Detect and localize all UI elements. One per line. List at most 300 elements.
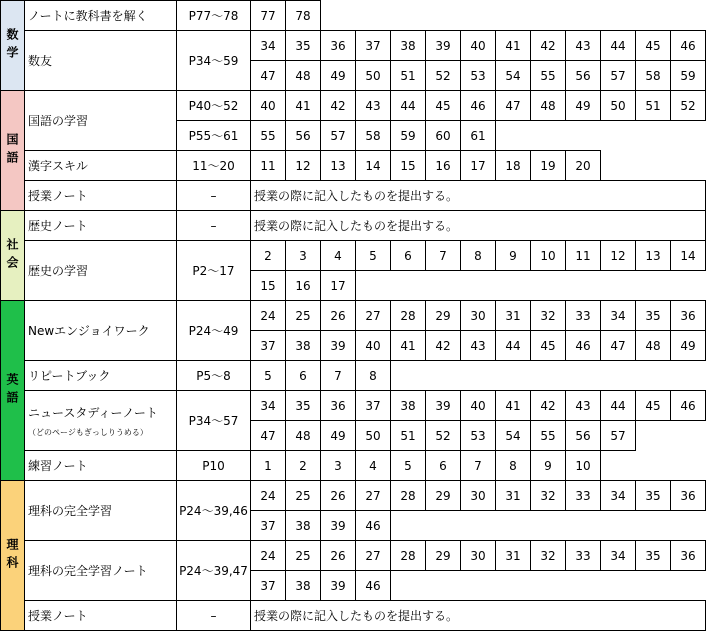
page-number-cell: 1 bbox=[251, 451, 286, 481]
page-number-cell: 13 bbox=[636, 241, 671, 271]
item-name-cell bbox=[25, 151, 177, 181]
page-number-cell: 50 bbox=[356, 61, 391, 91]
page-number-cell: 31 bbox=[496, 541, 531, 571]
empty-cell bbox=[566, 271, 601, 301]
empty-cell bbox=[496, 271, 531, 301]
page-number-cell: 57 bbox=[321, 121, 356, 151]
item-name-cell bbox=[25, 91, 177, 151]
empty-cell bbox=[601, 451, 636, 481]
page-number-cell: 51 bbox=[636, 91, 671, 121]
page-number-cell: 34 bbox=[601, 541, 636, 571]
page-number-cell: 42 bbox=[321, 91, 356, 121]
empty-cell bbox=[601, 571, 636, 601]
empty-cell bbox=[356, 1, 391, 31]
page-number-cell: 56 bbox=[566, 61, 601, 91]
page-number-cell: 40 bbox=[461, 391, 496, 421]
page-number-cell: 16 bbox=[286, 271, 321, 301]
page-number-cell: 46 bbox=[671, 31, 706, 61]
page-number-cell: 9 bbox=[531, 451, 566, 481]
item-name-cell bbox=[25, 31, 177, 91]
page-number-cell: 35 bbox=[636, 301, 671, 331]
page-number-cell: 37 bbox=[251, 571, 286, 601]
page-number-cell: 45 bbox=[636, 391, 671, 421]
table-row bbox=[1, 31, 706, 61]
page-number-cell: 48 bbox=[531, 91, 566, 121]
page-range-cell: P34〜57 bbox=[177, 391, 251, 451]
item-name: 理科の完全学習ノート bbox=[28, 564, 148, 578]
page-number-cell: 27 bbox=[356, 301, 391, 331]
page-number-cell: 8 bbox=[461, 241, 496, 271]
page-number-cell: 14 bbox=[671, 241, 706, 271]
page-number-cell: 35 bbox=[636, 541, 671, 571]
page-number-cell: 51 bbox=[391, 421, 426, 451]
page-range-cell: P34〜59 bbox=[177, 31, 251, 91]
item-name-cell bbox=[25, 181, 177, 211]
empty-cell bbox=[566, 121, 601, 151]
page-number-cell: 52 bbox=[426, 61, 461, 91]
page-number-cell: 58 bbox=[356, 121, 391, 151]
item-name: ノートに教科書を解く bbox=[28, 9, 148, 23]
empty-cell bbox=[391, 271, 426, 301]
item-name: 理科の完全学習 bbox=[28, 504, 113, 518]
page-number-cell: 8 bbox=[496, 451, 531, 481]
page-range-cell: P55〜61 bbox=[177, 121, 251, 151]
empty-cell bbox=[566, 571, 601, 601]
empty-cell bbox=[566, 1, 601, 31]
empty-cell bbox=[461, 511, 496, 541]
page-range-cell: – bbox=[177, 181, 251, 211]
empty-cell bbox=[601, 1, 636, 31]
empty-cell bbox=[496, 571, 531, 601]
page-number-cell: 41 bbox=[496, 31, 531, 61]
page-number-cell: 12 bbox=[286, 151, 321, 181]
page-number-cell: 55 bbox=[531, 61, 566, 91]
page-number-cell: 4 bbox=[321, 241, 356, 271]
empty-cell bbox=[636, 151, 671, 181]
empty-cell bbox=[636, 511, 671, 541]
empty-cell bbox=[636, 451, 671, 481]
page-number-cell: 26 bbox=[321, 481, 356, 511]
empty-cell bbox=[636, 421, 671, 451]
empty-cell bbox=[426, 271, 461, 301]
page-number-cell: 36 bbox=[671, 481, 706, 511]
empty-cell bbox=[601, 511, 636, 541]
page-number-cell: 32 bbox=[531, 301, 566, 331]
page-number-cell: 39 bbox=[426, 391, 461, 421]
item-name: 国語の学習 bbox=[28, 114, 89, 128]
item-name: 漢字スキル bbox=[28, 159, 88, 173]
page-range-cell: P77〜78 bbox=[177, 1, 251, 31]
page-number-cell: 38 bbox=[286, 331, 321, 361]
page-number-cell: 36 bbox=[671, 301, 706, 331]
page-number-cell: 30 bbox=[461, 301, 496, 331]
empty-cell bbox=[391, 1, 426, 31]
page-number-cell: 47 bbox=[601, 331, 636, 361]
page-number-cell: 5 bbox=[356, 241, 391, 271]
empty-cell bbox=[671, 451, 706, 481]
page-number-cell: 54 bbox=[496, 61, 531, 91]
page-number-cell: 37 bbox=[251, 331, 286, 361]
table-row bbox=[1, 181, 706, 211]
item-sub-note: （どのページもぎっしりうめる） bbox=[28, 427, 148, 437]
page-range-cell: P24〜39,47 bbox=[177, 541, 251, 601]
page-number-cell: 37 bbox=[356, 31, 391, 61]
empty-cell bbox=[566, 361, 601, 391]
item-name-cell bbox=[25, 1, 177, 31]
page-number-cell: 46 bbox=[356, 511, 391, 541]
empty-cell bbox=[426, 511, 461, 541]
table-row bbox=[1, 541, 706, 571]
empty-cell bbox=[461, 271, 496, 301]
page-range-cell: P2〜17 bbox=[177, 241, 251, 301]
page-number-cell: 60 bbox=[426, 121, 461, 151]
page-number-cell: 35 bbox=[286, 31, 321, 61]
page-number-cell: 35 bbox=[636, 481, 671, 511]
page-number-cell: 77 bbox=[251, 1, 286, 31]
page-number-cell: 11 bbox=[251, 151, 286, 181]
page-number-cell: 57 bbox=[601, 61, 636, 91]
page-number-cell: 27 bbox=[356, 541, 391, 571]
empty-cell bbox=[671, 421, 706, 451]
note-cell: 授業の際に記入したものを提出する。 bbox=[251, 601, 706, 631]
page-number-cell: 33 bbox=[566, 301, 601, 331]
subject-cell: 国語 bbox=[1, 91, 25, 211]
empty-cell bbox=[391, 511, 426, 541]
empty-cell bbox=[531, 511, 566, 541]
page-number-cell: 13 bbox=[321, 151, 356, 181]
item-name-cell bbox=[25, 481, 177, 541]
page-number-cell: 44 bbox=[391, 91, 426, 121]
page-number-cell: 25 bbox=[286, 481, 321, 511]
page-number-cell: 52 bbox=[426, 421, 461, 451]
page-number-cell: 45 bbox=[426, 91, 461, 121]
empty-cell bbox=[461, 1, 496, 31]
item-name: Newエンジョイワーク bbox=[28, 324, 150, 338]
page-number-cell: 43 bbox=[461, 331, 496, 361]
page-number-cell: 48 bbox=[286, 61, 321, 91]
table-row bbox=[1, 301, 706, 331]
empty-cell bbox=[356, 271, 391, 301]
note-cell: 授業の際に記入したものを提出する。 bbox=[251, 181, 706, 211]
page-number-cell: 46 bbox=[356, 571, 391, 601]
page-number-cell: 11 bbox=[566, 241, 601, 271]
page-number-cell: 37 bbox=[356, 391, 391, 421]
empty-cell bbox=[636, 121, 671, 151]
page-range-cell: 11〜20 bbox=[177, 151, 251, 181]
page-number-cell: 15 bbox=[251, 271, 286, 301]
page-number-cell: 47 bbox=[496, 91, 531, 121]
item-name-cell bbox=[25, 451, 177, 481]
page-number-cell: 2 bbox=[286, 451, 321, 481]
table-body bbox=[1, 1, 706, 631]
page-number-cell: 49 bbox=[671, 331, 706, 361]
item-name-cell bbox=[25, 601, 177, 631]
page-number-cell: 27 bbox=[356, 481, 391, 511]
page-number-cell: 35 bbox=[286, 391, 321, 421]
item-name-cell bbox=[25, 211, 177, 241]
empty-cell bbox=[321, 1, 356, 31]
page-number-cell: 40 bbox=[251, 91, 286, 121]
empty-cell bbox=[671, 271, 706, 301]
page-number-cell: 15 bbox=[391, 151, 426, 181]
page-range-cell: P24〜49 bbox=[177, 301, 251, 361]
empty-cell bbox=[496, 121, 531, 151]
page-number-cell: 24 bbox=[251, 301, 286, 331]
empty-cell bbox=[671, 151, 706, 181]
page-number-cell: 10 bbox=[531, 241, 566, 271]
page-number-cell: 7 bbox=[321, 361, 356, 391]
empty-cell bbox=[391, 571, 426, 601]
page-number-cell: 56 bbox=[566, 421, 601, 451]
page-number-cell: 39 bbox=[321, 571, 356, 601]
page-number-cell: 41 bbox=[286, 91, 321, 121]
page-range-cell: P24〜39,46 bbox=[177, 481, 251, 541]
page-number-cell: 42 bbox=[531, 391, 566, 421]
page-number-cell: 49 bbox=[566, 91, 601, 121]
page-number-cell: 3 bbox=[286, 241, 321, 271]
empty-cell bbox=[671, 121, 706, 151]
page-number-cell: 43 bbox=[566, 31, 601, 61]
page-range-cell: P10 bbox=[177, 451, 251, 481]
page-range-cell: – bbox=[177, 601, 251, 631]
page-number-cell: 39 bbox=[321, 511, 356, 541]
item-name: 練習ノート bbox=[28, 459, 88, 473]
item-name: リピートブック bbox=[28, 369, 111, 383]
empty-cell bbox=[426, 1, 461, 31]
page-number-cell: 34 bbox=[251, 31, 286, 61]
table-row bbox=[1, 481, 706, 511]
page-number-cell: 5 bbox=[251, 361, 286, 391]
page-number-cell: 6 bbox=[286, 361, 321, 391]
page-number-cell: 37 bbox=[251, 511, 286, 541]
page-number-cell: 41 bbox=[496, 391, 531, 421]
page-number-cell: 34 bbox=[251, 391, 286, 421]
item-name: 授業ノート bbox=[28, 609, 88, 623]
page-number-cell: 46 bbox=[671, 391, 706, 421]
page-number-cell: 55 bbox=[531, 421, 566, 451]
page-number-cell: 55 bbox=[251, 121, 286, 151]
page-number-cell: 12 bbox=[601, 241, 636, 271]
page-number-cell: 29 bbox=[426, 481, 461, 511]
page-number-cell: 42 bbox=[531, 31, 566, 61]
page-number-cell: 59 bbox=[671, 61, 706, 91]
table-row bbox=[1, 451, 706, 481]
item-name: ニュースタディーノート bbox=[28, 405, 158, 420]
page-number-cell: 36 bbox=[321, 31, 356, 61]
page-number-cell: 26 bbox=[321, 541, 356, 571]
page-number-cell: 33 bbox=[566, 481, 601, 511]
empty-cell bbox=[461, 571, 496, 601]
page-number-cell: 58 bbox=[636, 61, 671, 91]
item-name: 授業ノート bbox=[28, 189, 88, 203]
page-number-cell: 43 bbox=[356, 91, 391, 121]
page-number-cell: 31 bbox=[496, 481, 531, 511]
item-name-cell bbox=[25, 541, 177, 601]
subject-cell: 社会 bbox=[1, 211, 25, 301]
empty-cell bbox=[671, 361, 706, 391]
page-number-cell: 30 bbox=[461, 481, 496, 511]
page-number-cell: 9 bbox=[496, 241, 531, 271]
page-number-cell: 49 bbox=[321, 61, 356, 91]
empty-cell bbox=[531, 121, 566, 151]
empty-cell bbox=[636, 361, 671, 391]
page-number-cell: 29 bbox=[426, 301, 461, 331]
empty-cell bbox=[461, 361, 496, 391]
empty-cell bbox=[601, 271, 636, 301]
item-name: 数友 bbox=[28, 54, 53, 68]
page-number-cell: 36 bbox=[671, 541, 706, 571]
empty-cell bbox=[671, 1, 706, 31]
page-number-cell: 33 bbox=[566, 541, 601, 571]
page-number-cell: 38 bbox=[391, 391, 426, 421]
page-number-cell: 56 bbox=[286, 121, 321, 151]
page-number-cell: 18 bbox=[496, 151, 531, 181]
table-row bbox=[1, 361, 706, 391]
item-name-cell bbox=[25, 391, 177, 451]
item-name: 歴史ノート bbox=[28, 219, 88, 233]
empty-cell bbox=[496, 511, 531, 541]
page-number-cell: 39 bbox=[321, 331, 356, 361]
page-number-cell: 38 bbox=[286, 511, 321, 541]
page-number-cell: 48 bbox=[636, 331, 671, 361]
empty-cell bbox=[531, 361, 566, 391]
page-number-cell: 25 bbox=[286, 541, 321, 571]
empty-cell bbox=[566, 511, 601, 541]
page-number-cell: 41 bbox=[391, 331, 426, 361]
page-number-cell: 78 bbox=[286, 1, 321, 31]
empty-cell bbox=[531, 1, 566, 31]
page-number-cell: 40 bbox=[356, 331, 391, 361]
page-number-cell: 50 bbox=[356, 421, 391, 451]
page-range-cell: P40〜52 bbox=[177, 91, 251, 121]
page-number-cell: 2 bbox=[251, 241, 286, 271]
page-number-cell: 10 bbox=[566, 451, 601, 481]
empty-cell bbox=[601, 361, 636, 391]
page-number-cell: 30 bbox=[461, 541, 496, 571]
empty-cell bbox=[671, 571, 706, 601]
page-number-cell: 52 bbox=[671, 91, 706, 121]
item-name: 歴史の学習 bbox=[28, 264, 89, 278]
empty-cell bbox=[426, 571, 461, 601]
page-number-cell: 32 bbox=[531, 541, 566, 571]
page-number-cell: 53 bbox=[461, 421, 496, 451]
empty-cell bbox=[601, 151, 636, 181]
empty-cell bbox=[601, 121, 636, 151]
page-number-cell: 28 bbox=[391, 541, 426, 571]
empty-cell bbox=[496, 361, 531, 391]
page-number-cell: 61 bbox=[461, 121, 496, 151]
page-number-cell: 31 bbox=[496, 301, 531, 331]
page-number-cell: 50 bbox=[601, 91, 636, 121]
page-number-cell: 6 bbox=[391, 241, 426, 271]
page-number-cell: 8 bbox=[356, 361, 391, 391]
page-number-cell: 32 bbox=[531, 481, 566, 511]
empty-cell bbox=[636, 271, 671, 301]
page-number-cell: 4 bbox=[356, 451, 391, 481]
page-number-cell: 26 bbox=[321, 301, 356, 331]
page-number-cell: 44 bbox=[496, 331, 531, 361]
table-row bbox=[1, 601, 706, 631]
page-number-cell: 43 bbox=[566, 391, 601, 421]
page-number-cell: 24 bbox=[251, 541, 286, 571]
page-number-cell: 39 bbox=[426, 31, 461, 61]
subject-cell: 英語 bbox=[1, 301, 25, 481]
page-number-cell: 59 bbox=[391, 121, 426, 151]
page-number-cell: 17 bbox=[321, 271, 356, 301]
page-number-cell: 44 bbox=[601, 391, 636, 421]
page-number-cell: 48 bbox=[286, 421, 321, 451]
table-row bbox=[1, 241, 706, 271]
subject-cell: 数学 bbox=[1, 1, 25, 91]
page-number-cell: 38 bbox=[391, 31, 426, 61]
page-number-cell: 16 bbox=[426, 151, 461, 181]
empty-cell bbox=[636, 571, 671, 601]
page-number-cell: 51 bbox=[391, 61, 426, 91]
page-number-cell: 45 bbox=[531, 331, 566, 361]
page-number-cell: 5 bbox=[391, 451, 426, 481]
empty-cell bbox=[391, 361, 426, 391]
page-number-cell: 57 bbox=[601, 421, 636, 451]
page-number-cell: 40 bbox=[461, 31, 496, 61]
table-row bbox=[1, 91, 706, 121]
table-row bbox=[1, 1, 706, 31]
table-row bbox=[1, 211, 706, 241]
page-number-cell: 47 bbox=[251, 421, 286, 451]
page-number-cell: 44 bbox=[601, 31, 636, 61]
page-number-cell: 28 bbox=[391, 301, 426, 331]
page-number-cell: 42 bbox=[426, 331, 461, 361]
page-number-cell: 47 bbox=[251, 61, 286, 91]
note-cell: 授業の際に記入したものを提出する。 bbox=[251, 211, 706, 241]
table-row bbox=[1, 391, 706, 421]
empty-cell bbox=[496, 1, 531, 31]
empty-cell bbox=[531, 271, 566, 301]
page-number-cell: 49 bbox=[321, 421, 356, 451]
table-row bbox=[1, 151, 706, 181]
page-number-cell: 46 bbox=[566, 331, 601, 361]
page-number-cell: 46 bbox=[461, 91, 496, 121]
page-number-cell: 14 bbox=[356, 151, 391, 181]
page-number-cell: 24 bbox=[251, 481, 286, 511]
empty-cell bbox=[636, 1, 671, 31]
page-number-cell: 34 bbox=[601, 301, 636, 331]
page-number-cell: 6 bbox=[426, 451, 461, 481]
page-number-cell: 25 bbox=[286, 301, 321, 331]
page-number-cell: 3 bbox=[321, 451, 356, 481]
page-number-cell: 19 bbox=[531, 151, 566, 181]
page-number-cell: 20 bbox=[566, 151, 601, 181]
page-number-cell: 7 bbox=[461, 451, 496, 481]
page-number-cell: 28 bbox=[391, 481, 426, 511]
item-name-cell bbox=[25, 361, 177, 391]
item-name-cell bbox=[25, 301, 177, 361]
page-number-cell: 53 bbox=[461, 61, 496, 91]
page-number-cell: 34 bbox=[601, 481, 636, 511]
page-number-cell: 38 bbox=[286, 571, 321, 601]
page-number-cell: 45 bbox=[636, 31, 671, 61]
page-number-cell: 54 bbox=[496, 421, 531, 451]
page-number-cell: 29 bbox=[426, 541, 461, 571]
page-range-cell: P5〜8 bbox=[177, 361, 251, 391]
page-range-cell: – bbox=[177, 211, 251, 241]
subject-cell: 理科 bbox=[1, 481, 25, 631]
empty-cell bbox=[531, 571, 566, 601]
page-number-cell: 17 bbox=[461, 151, 496, 181]
page-number-cell: 7 bbox=[426, 241, 461, 271]
item-name-cell bbox=[25, 241, 177, 301]
page-number-cell: 36 bbox=[321, 391, 356, 421]
empty-cell bbox=[671, 511, 706, 541]
